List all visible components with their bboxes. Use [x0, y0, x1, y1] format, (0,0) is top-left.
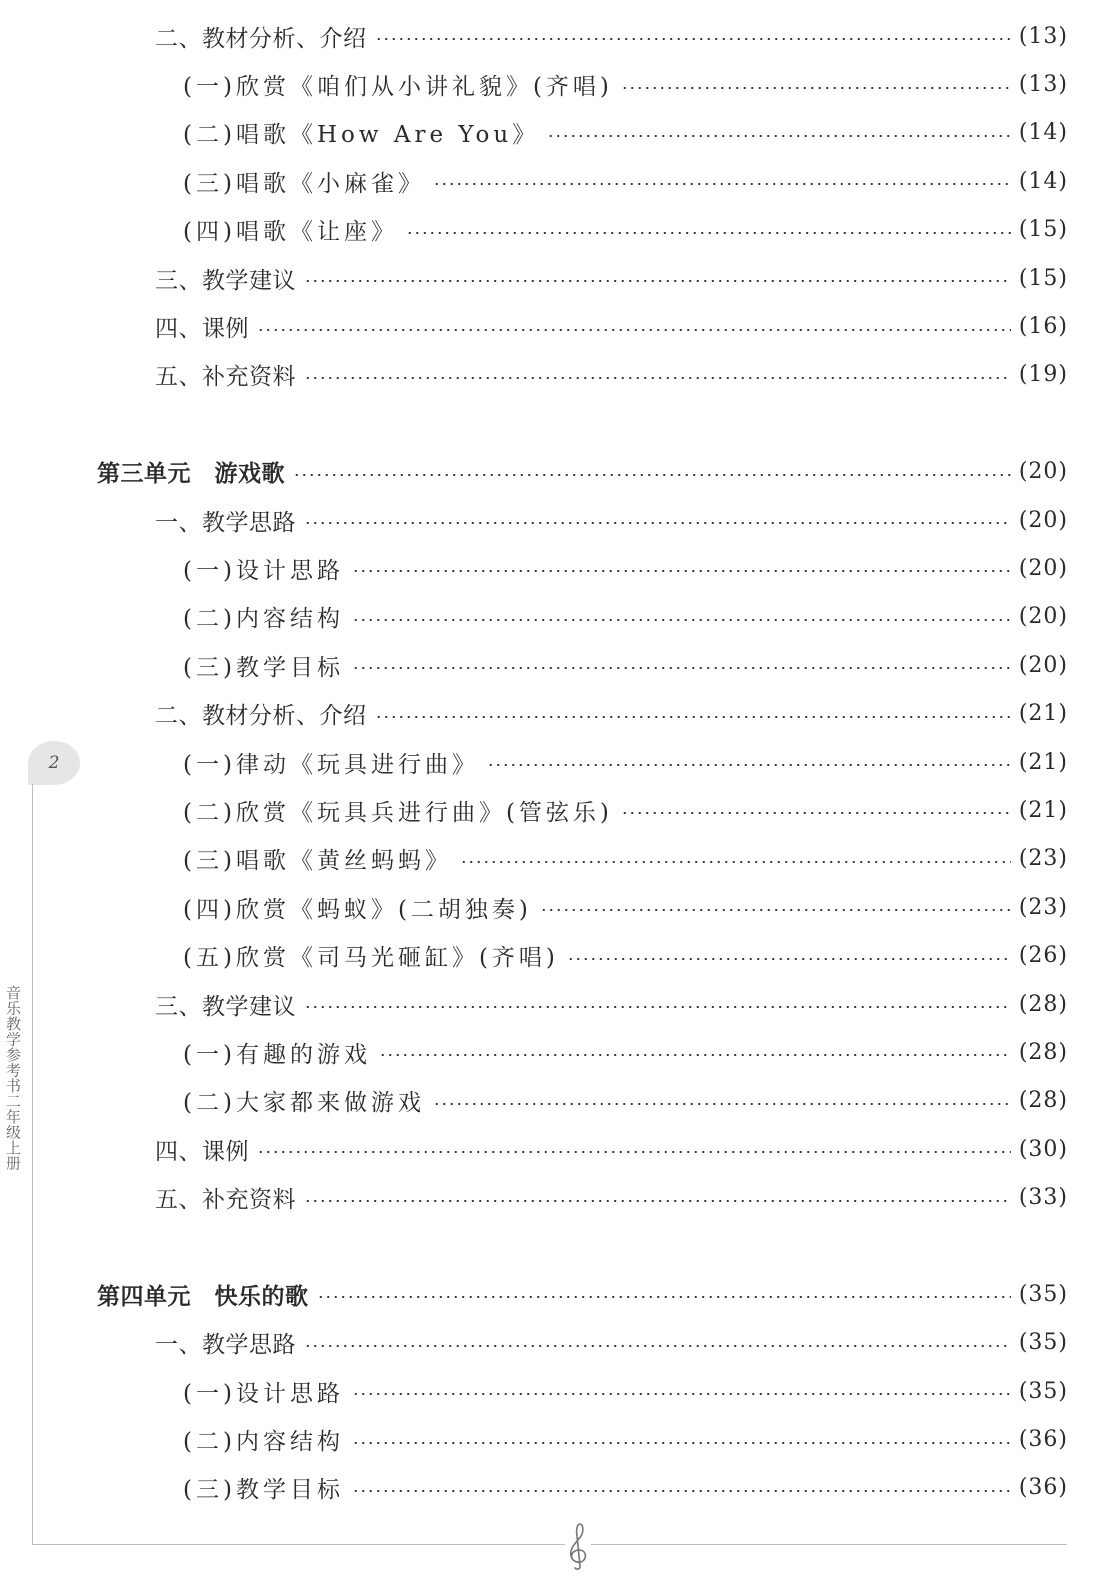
toc-entry-title: 三、教学建议: [155, 267, 296, 294]
dot-leader: [540, 909, 1011, 911]
dot-leader: [352, 570, 1011, 572]
toc-entry-page: (14): [1018, 168, 1068, 194]
toc-entry-title: 五、补充资料: [155, 1187, 296, 1214]
toc-entry-page: (20): [1018, 555, 1068, 581]
toc-subsection-entry: [0, 1415, 1100, 1463]
toc-entry-title: (一)律动《玩具进行曲》: [183, 751, 479, 778]
dot-leader: [406, 232, 1011, 234]
toc-entry-page: (33): [1018, 1185, 1068, 1211]
toc-section-entry: [0, 1125, 1100, 1173]
toc-entry-page: (26): [1018, 943, 1068, 969]
toc-entry-title: 四、课例: [155, 316, 249, 343]
toc-entry-title: (一)设计思路: [183, 1380, 344, 1407]
dot-leader: [257, 329, 1011, 331]
toc-subsection-entry: [0, 206, 1100, 254]
toc-entry-page: (23): [1018, 894, 1068, 920]
toc-entry-page: (36): [1018, 1427, 1068, 1453]
dot-leader: [293, 474, 1011, 476]
dot-leader: [257, 1151, 1011, 1153]
toc-entry-page: (35): [1018, 1281, 1068, 1307]
page-number: 2: [48, 753, 60, 773]
toc-entry-title: (三)教学目标: [183, 1477, 344, 1504]
toc-entry-page: (21): [1018, 749, 1068, 775]
toc-entry-page: (35): [1018, 1378, 1068, 1404]
toc-spacer: [0, 1222, 1100, 1270]
dot-leader: [304, 522, 1011, 524]
dot-leader: [304, 1345, 1011, 1347]
toc-entry-title: 四、课例: [155, 1138, 249, 1165]
dot-leader: [547, 135, 1011, 137]
toc-entry-title: 第三单元 游戏歌: [97, 460, 285, 488]
dot-leader: [567, 958, 1011, 960]
toc-section-entry: [0, 496, 1100, 544]
toc-entry-title: 一、教学思路: [155, 509, 296, 536]
toc-entry-page: (20): [1018, 507, 1068, 533]
toc-entry-title: (三)唱歌《小麻雀》: [183, 170, 425, 197]
dot-leader: [304, 1006, 1011, 1008]
dot-leader: [352, 1393, 1011, 1395]
dot-leader: [621, 812, 1011, 814]
toc-subsection-entry: [0, 835, 1100, 883]
toc-entry-page: (14): [1018, 120, 1068, 146]
toc-entry-title: 二、教材分析、介绍: [155, 703, 367, 730]
toc-subsection-entry: [0, 1077, 1100, 1125]
dot-leader: [460, 861, 1011, 863]
toc-unit-entry: [0, 448, 1100, 496]
toc-entry-title: (二)内容结构: [183, 1429, 344, 1456]
toc-entry-title: 二、教材分析、介绍: [155, 25, 367, 52]
toc-subsection-entry: [0, 544, 1100, 592]
toc-subsection-entry: [0, 157, 1100, 205]
dot-leader: [317, 1296, 1011, 1298]
toc-entry-page: (28): [1018, 991, 1068, 1017]
toc-entry-page: (15): [1018, 265, 1068, 291]
toc-entry-page: (20): [1018, 604, 1068, 630]
toc-entry-page: (16): [1018, 314, 1068, 340]
dot-leader: [304, 377, 1011, 379]
dot-leader: [433, 183, 1011, 185]
toc-section-entry: [0, 689, 1100, 737]
toc-entry-title: 三、教学建议: [155, 993, 296, 1020]
dot-leader: [352, 1442, 1011, 1444]
toc-entry-title: (二)欣赏《玩具兵进行曲》(管弦乐): [183, 799, 613, 826]
toc-entry-title: (三)唱歌《黄丝蚂蚂》: [183, 848, 452, 875]
toc-entry-page: (28): [1018, 1088, 1068, 1114]
side-book-title: 音乐教学参考书二年级上册: [4, 985, 22, 1171]
dot-leader: [304, 280, 1011, 282]
toc-entry-page: (13): [1018, 72, 1068, 98]
toc-section-entry: [0, 12, 1100, 60]
toc-entry-page: (19): [1018, 362, 1068, 388]
toc-entry-page: (15): [1018, 217, 1068, 243]
toc-entry-page: (13): [1018, 23, 1068, 49]
toc-entry-title: 一、教学思路: [155, 1332, 296, 1359]
dot-leader: [621, 87, 1011, 89]
toc-entry-page: (35): [1018, 1330, 1068, 1356]
toc-subsection-entry: [0, 641, 1100, 689]
dot-leader: [352, 667, 1011, 669]
toc-section-entry: [0, 302, 1100, 350]
treble-clef-icon: [565, 1518, 591, 1570]
toc-subsection-entry: [0, 786, 1100, 834]
toc-entry-page: (20): [1018, 459, 1068, 485]
toc-entry-title: (一)欣赏《咱们从小讲礼貌》(齐唱): [183, 74, 613, 101]
toc-section-entry: [0, 1319, 1100, 1367]
dot-leader: [379, 1054, 1011, 1056]
toc-entry-title: (四)欣赏《蚂蚁》(二胡独奏): [183, 896, 532, 923]
toc-entry-page: (21): [1018, 797, 1068, 823]
dot-leader: [433, 1103, 1011, 1105]
toc-entry-page: (20): [1018, 652, 1068, 678]
toc-entry-page: (28): [1018, 1039, 1068, 1065]
toc-subsection-entry: [0, 1464, 1100, 1512]
toc-entry-title: (三)教学目标: [183, 654, 344, 681]
toc-entry-page: (30): [1018, 1136, 1068, 1162]
table-of-contents: [0, 12, 1100, 1512]
toc-entry-title: (二)唱歌《How Are You》: [183, 122, 540, 149]
toc-spacer: [0, 399, 1100, 447]
toc-entry-title: (二)内容结构: [183, 606, 344, 633]
toc-subsection-entry: [0, 60, 1100, 108]
toc-entry-title: (一)有趣的游戏: [183, 1041, 371, 1068]
toc-entry-title: 五、补充资料: [155, 364, 296, 391]
margin-vertical-rule: [32, 784, 33, 1544]
toc-subsection-entry: [0, 109, 1100, 157]
page-number-badge: [28, 741, 80, 785]
toc-section-entry: [0, 351, 1100, 399]
toc-entry-title: (二)大家都来做游戏: [183, 1090, 425, 1117]
toc-unit-entry: [0, 1270, 1100, 1318]
toc-entry-title: (一)设计思路: [183, 557, 344, 584]
dot-leader: [375, 716, 1011, 718]
dot-leader: [375, 38, 1011, 40]
dot-leader: [352, 619, 1011, 621]
toc-entry-title: 第四单元 快乐的歌: [97, 1282, 309, 1310]
dot-leader: [304, 1200, 1011, 1202]
toc-entry-page: (36): [1018, 1475, 1068, 1501]
toc-subsection-entry: [0, 883, 1100, 931]
toc-subsection-entry: [0, 738, 1100, 786]
toc-entry-title: (五)欣赏《司马光砸缸》(齐唱): [183, 945, 559, 972]
dot-leader: [487, 764, 1011, 766]
toc-entry-page: (21): [1018, 701, 1068, 727]
toc-entry-title: (四)唱歌《让座》: [183, 219, 398, 246]
toc-section-entry: [0, 254, 1100, 302]
toc-subsection-entry: [0, 593, 1100, 641]
toc-subsection-entry: [0, 931, 1100, 979]
toc-section-entry: [0, 980, 1100, 1028]
footer-rule: [32, 1544, 1067, 1545]
toc-entry-page: (23): [1018, 846, 1068, 872]
toc-subsection-entry: [0, 1028, 1100, 1076]
toc-section-entry: [0, 1173, 1100, 1221]
dot-leader: [352, 1490, 1011, 1492]
treble-clef-icon-svg: [565, 1518, 591, 1570]
toc-subsection-entry: [0, 1367, 1100, 1415]
